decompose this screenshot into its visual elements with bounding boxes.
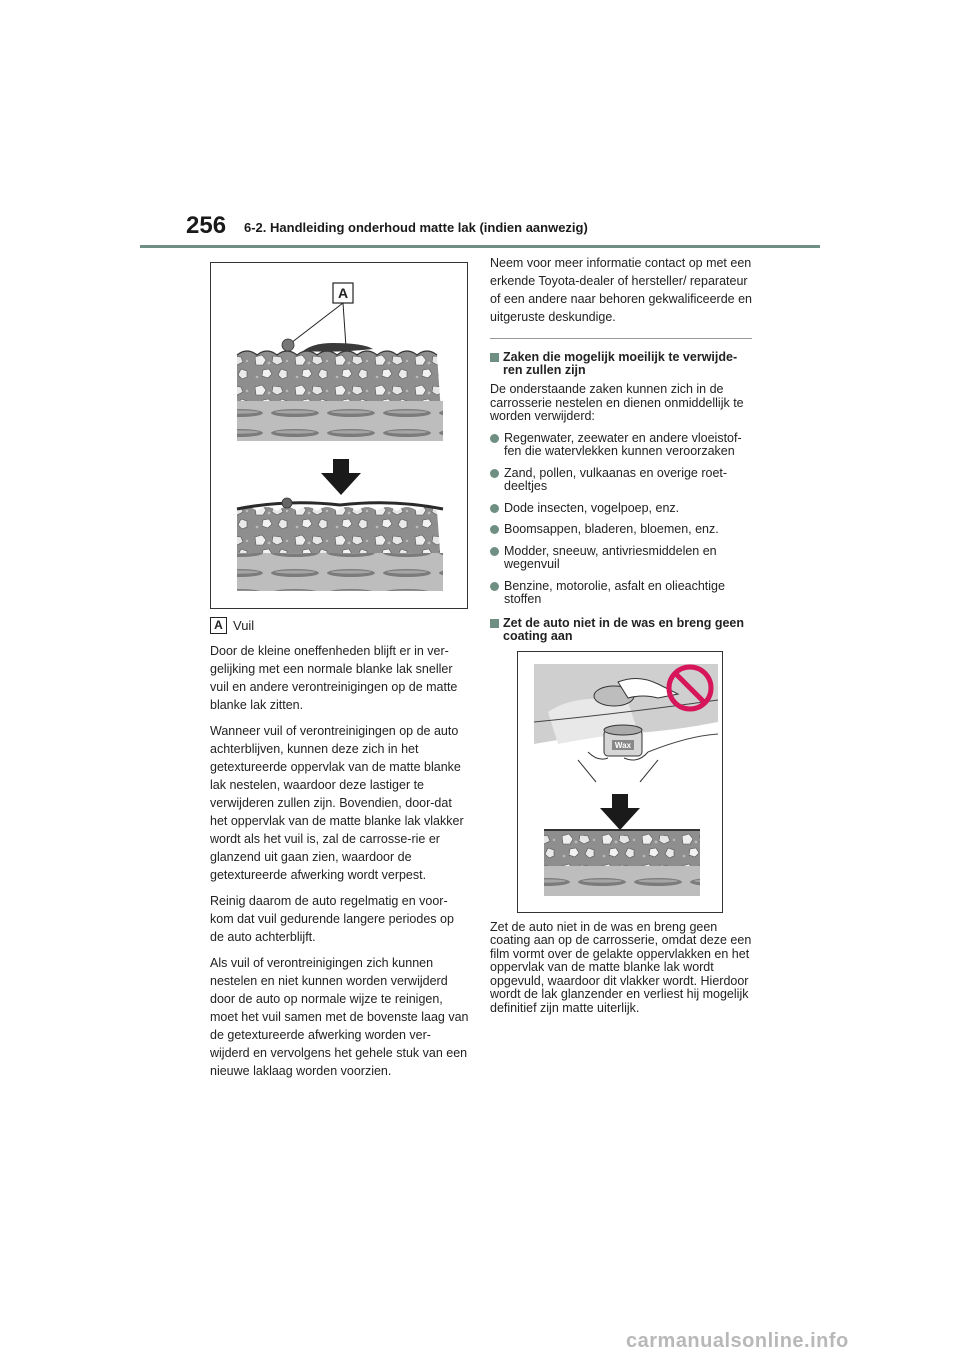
round-bullet-icon (490, 547, 499, 556)
wax-label: Wax (614, 740, 632, 750)
round-bullet-icon (490, 434, 499, 443)
list-item-text: Regenwater, zeewater en andere vloeistof-fen die watervlekken kunnen veroorzaken (504, 430, 742, 458)
list-item-text: Benzine, motorolie, asfalt en olieachtige stoffen (504, 578, 725, 606)
dirt-layers-diagram (211, 263, 469, 610)
subsection-heading-text: Zet de auto niet in de was en breng geen coating aan (503, 615, 745, 643)
intro-paragraph: Neem voor meer informatie contact op met een erkende Toyota-dealer of hersteller/ reparateur of een andere naar behoren gekwalificeerde en uitgeruste deskundige. (490, 256, 752, 324)
page-header (140, 212, 820, 248)
watermark: carmanualsonline.info (626, 1330, 849, 1352)
caption-text: Vuil (233, 618, 255, 633)
callout-line-right (343, 303, 346, 347)
list-item (490, 545, 752, 572)
fender-line (648, 734, 718, 752)
list-item-text: Modder, sneeuw, antivriesmiddelen en wegenvuil (504, 543, 717, 571)
arm-left (578, 760, 596, 782)
callout-line-left (291, 303, 343, 343)
page-number: 256 (186, 212, 227, 239)
round-bullet-icon (490, 525, 499, 534)
round-bullet-icon (490, 582, 499, 591)
list-item (490, 523, 752, 537)
subsection-heading (490, 617, 752, 643)
down-arrow (600, 794, 640, 830)
base-layer-top (237, 401, 443, 441)
subsection-text: Zet de auto niet in de was en breng geen coating aan op de carrosserie, omdat deze een film vormt over de gelakte oppervlakken en het oppervlak van de matte blanke lak wordt opgevuld, waardoor dit vlakker wordt. Hierdoor wordt de lak glanzender en verliest hij mogelijk definitief zijn matte uiterlijk. (490, 919, 752, 1015)
subsection-heading-text: Zaken die mogelijk moeilijk te verwijde-ren zullen zijn (503, 350, 738, 377)
embedded-particle (282, 498, 292, 508)
list-item (490, 432, 752, 459)
paragraph: Reinig daarom de auto regelmatig en voor-kom dat vuil gedurende langere periodes op de auto achterblijft. (210, 894, 454, 944)
list-item (490, 502, 752, 516)
dirt-particle (282, 339, 294, 351)
round-bullet-icon (490, 504, 499, 513)
figure-caption (210, 617, 470, 634)
dirt-film (303, 343, 373, 352)
paragraph: Door de kleine oneffenheden blijft er in ver-gelijking met een normale blanke lak sneller vuil en andere verontreinigingen op de matte blanke lak zitten. (210, 644, 458, 712)
paragraph: Als vuil of verontreinigingen zich kunnen nestelen en niet kunnen worden verwijderd door de auto op normale wijze te reinigen, moet het vuil samen met de bovenste laag van de getextureerde afwerking worden ver-wijderd en vervolgens het gehele stuk van een nieuwe laklaag worden voorzien. (210, 956, 469, 1078)
down-arrow (321, 459, 361, 495)
paragraph: Wanneer vuil of verontreinigingen op de auto achterblijven, kunnen deze zich in het getextureerde oppervlak van de matte blanke lak nestelen, waardoor deze lastiger te verwijderen zullen zijn. Bovendien, door-dat het oppervlak van de matte blanke lak vlakker wordt als het vuil is, zal de carrosse-rie er glanzend uit gaan zien, waardoor de getextureerde afwerking wordt verpest. (210, 724, 464, 882)
header-rule (140, 245, 820, 248)
base-layer (544, 866, 700, 896)
list-item-text: Dode insecten, vogelpoep, enz. (504, 500, 680, 515)
list-item (490, 467, 752, 494)
list-item-text: Boomsappen, bladeren, bloemen, enz. (504, 522, 719, 536)
no-wax-illustration (517, 651, 723, 913)
dirt-illustration (210, 262, 468, 609)
round-bullet-icon (490, 469, 499, 478)
arm-right (640, 760, 658, 782)
base-layer-bottom (237, 553, 443, 591)
textured-clear-coat (544, 830, 700, 866)
wax-tin-lid (604, 725, 642, 735)
subsection-intro: De onderstaande zaken kunnen zich in de carrosserie nestelen en dienen onmiddellijk te worden verwijderd: (490, 382, 744, 423)
caption-label: A (210, 617, 227, 634)
subsection-heading (490, 351, 752, 377)
right-column (490, 254, 752, 1015)
left-column (210, 262, 470, 1080)
callout-label: A (337, 285, 349, 301)
square-bullet-icon (490, 353, 499, 362)
no-wax-diagram (518, 652, 724, 914)
subsection-divider (490, 338, 752, 377)
square-bullet-icon (490, 619, 499, 628)
list-item-text: Zand, pollen, vulkaanas en overige roet-deeltjes (504, 465, 728, 493)
list-item (490, 580, 752, 607)
section-title: 6-2. Handleiding onderhoud matte lak (indien aanwezig) (244, 220, 588, 235)
